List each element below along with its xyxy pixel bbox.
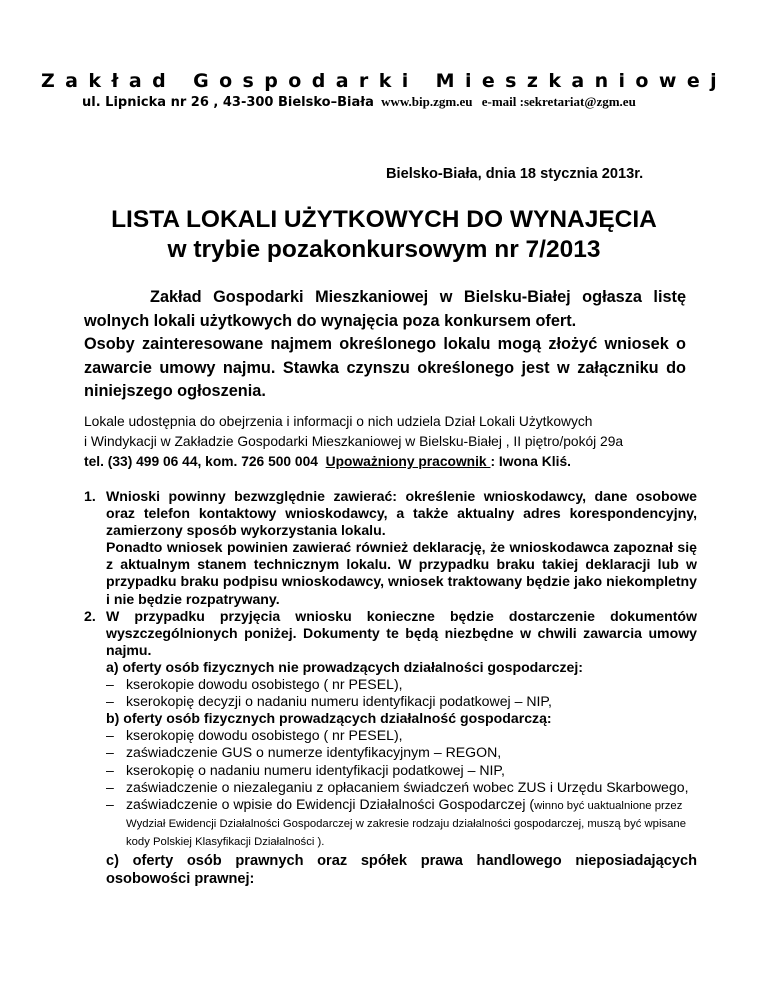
item-text: Wnioski powinny bezwzględnie zawierać: określenie wnioskodawcy, dane osobowe oraz telefon kontaktowy wnioskodawcy, a także aktualny adres korespondencyjny, zamierzony sposób wykorzystania lokalu. bbox=[106, 488, 697, 539]
availability-info bbox=[84, 412, 686, 472]
requirement-main: zaświadczenie o wpisie do Ewidencji Działalności Gospodarczej ( bbox=[126, 795, 535, 812]
dash-bullet: – bbox=[106, 795, 114, 812]
dash-bullet: – bbox=[106, 744, 114, 761]
street-address: ul. Lipnicka nr 26 , 43-300 Bielsko–Biała bbox=[82, 95, 374, 110]
organization-address bbox=[82, 94, 636, 110]
contact-line bbox=[84, 452, 686, 472]
subsection-c-title: c) oferty osób prawnych oraz spółek prawa handlowego nieposiadających osobowości prawnej: bbox=[106, 852, 697, 887]
dash-bullet: – bbox=[106, 761, 114, 778]
document-requirement: – zaświadczenie o niezaleganiu z opłacaniem świadczeń wobec ZUS i Urzędu Skarbowego, bbox=[106, 778, 689, 795]
requirement-note: winno być uaktualnione przez Wydział Ewidencji Działalności Gospodarczej w zakresie rodzaju działalności gospodarczej, muszą być wpisane kody Polskiej Klasyfikacji Działalności ). bbox=[126, 799, 686, 848]
email-text: e-mail :sekretariat@zgm.eu bbox=[481, 94, 636, 109]
subsection-a-title: a) oferty osób fizycznych nie prowadzących działalności gospodarczej: bbox=[106, 658, 583, 675]
list-item bbox=[84, 488, 697, 608]
item-text: W przypadku przyjęcia wniosku konieczne będzie dostarczenie dokumentów wyszczególnionych poniżej. Dokumenty te będą niezbędne w chwili zawarcia umowy najmu. bbox=[106, 607, 697, 658]
dash-bullet: – bbox=[106, 727, 114, 744]
availability-line-2: i Windykacji w Zakładzie Gospodarki Mieszkaniowej w Bielsku-Białej , II piętro/pokój 29a bbox=[84, 434, 624, 449]
dash-bullet: – bbox=[106, 676, 114, 693]
document-requirement: – kserokopię o nadaniu numeru identyfikacji podatkowej – NIP, bbox=[106, 761, 505, 778]
document-date: Bielsko-Biała, dnia 18 stycznia 2013r. bbox=[386, 166, 644, 182]
organization-name: Zakład Gospodarki Mieszkaniowej bbox=[40, 70, 728, 92]
employee-name: : Iwona Kliś. bbox=[490, 454, 571, 469]
document-requirement: – zaświadczenie GUS o numerze identyfikacyjnym – REGON, bbox=[106, 744, 502, 761]
dash-bullet: – bbox=[106, 778, 114, 795]
requirements-list bbox=[84, 488, 697, 888]
list-item bbox=[84, 608, 697, 888]
document-requirement: – kserokopię decyzji o nadaniu numeru identyfikacji podatkowej – NIP, bbox=[106, 693, 552, 710]
intro-announcement: Zakład Gospodarki Mieszkaniowej w Bielsku-Białej ogłasza listę wolnych lokali użytkowych do wynajęcia poza konkursem ofert. bbox=[84, 288, 686, 330]
employee-label: Upoważniony pracownik bbox=[325, 454, 491, 469]
phone-numbers: tel. (33) 499 06 44, kom. 726 500 004 bbox=[84, 454, 318, 469]
item-number: 1. bbox=[84, 488, 96, 504]
item-number: 2. bbox=[84, 607, 96, 624]
document-subtitle: w trybie pozakonkursowym nr 7/2013 bbox=[167, 236, 601, 263]
availability-line-1: Lokale udostępnia do obejrzenia i informacji o nich udziela Dział Lokali Użytkowych bbox=[84, 414, 593, 429]
intro-conditions: Osoby zainteresowane najmem określonego lokalu mogą złożyć wniosek o zawarcie umowy najmu. Stawka czynszu określonego jest w załączniku do niniejszego ogłoszenia. bbox=[84, 335, 686, 400]
item-text-continued: Ponadto wniosek powinien zawierać również deklarację, że wnioskodawca zapoznał się z aktualnym stanem technicznym lokalu. W przypadku braku takiej deklaracji lub w przypadku braku podpisu wnioskodawcy, wniosek traktowany będzie jako niekompletny i nie będzie rozpatrywany. bbox=[106, 539, 697, 607]
intro-paragraph bbox=[84, 286, 686, 404]
subsection-b-title: b) oferty osób fizycznych prowadzących działalność gospodarczą: bbox=[106, 710, 552, 727]
document-requirement: – kserokopię dowodu osobistego ( nr PESEL), bbox=[106, 727, 403, 744]
website-text: www.bip.zgm.eu bbox=[381, 94, 473, 109]
document-title: LISTA LOKALI UŻYTKOWYCH DO WYNAJĘCIA bbox=[111, 206, 657, 233]
document-requirement: – kserokopie dowodu osobistego ( nr PESEL), bbox=[106, 676, 403, 693]
dash-bullet: – bbox=[106, 693, 114, 710]
document-requirement bbox=[106, 796, 697, 850]
